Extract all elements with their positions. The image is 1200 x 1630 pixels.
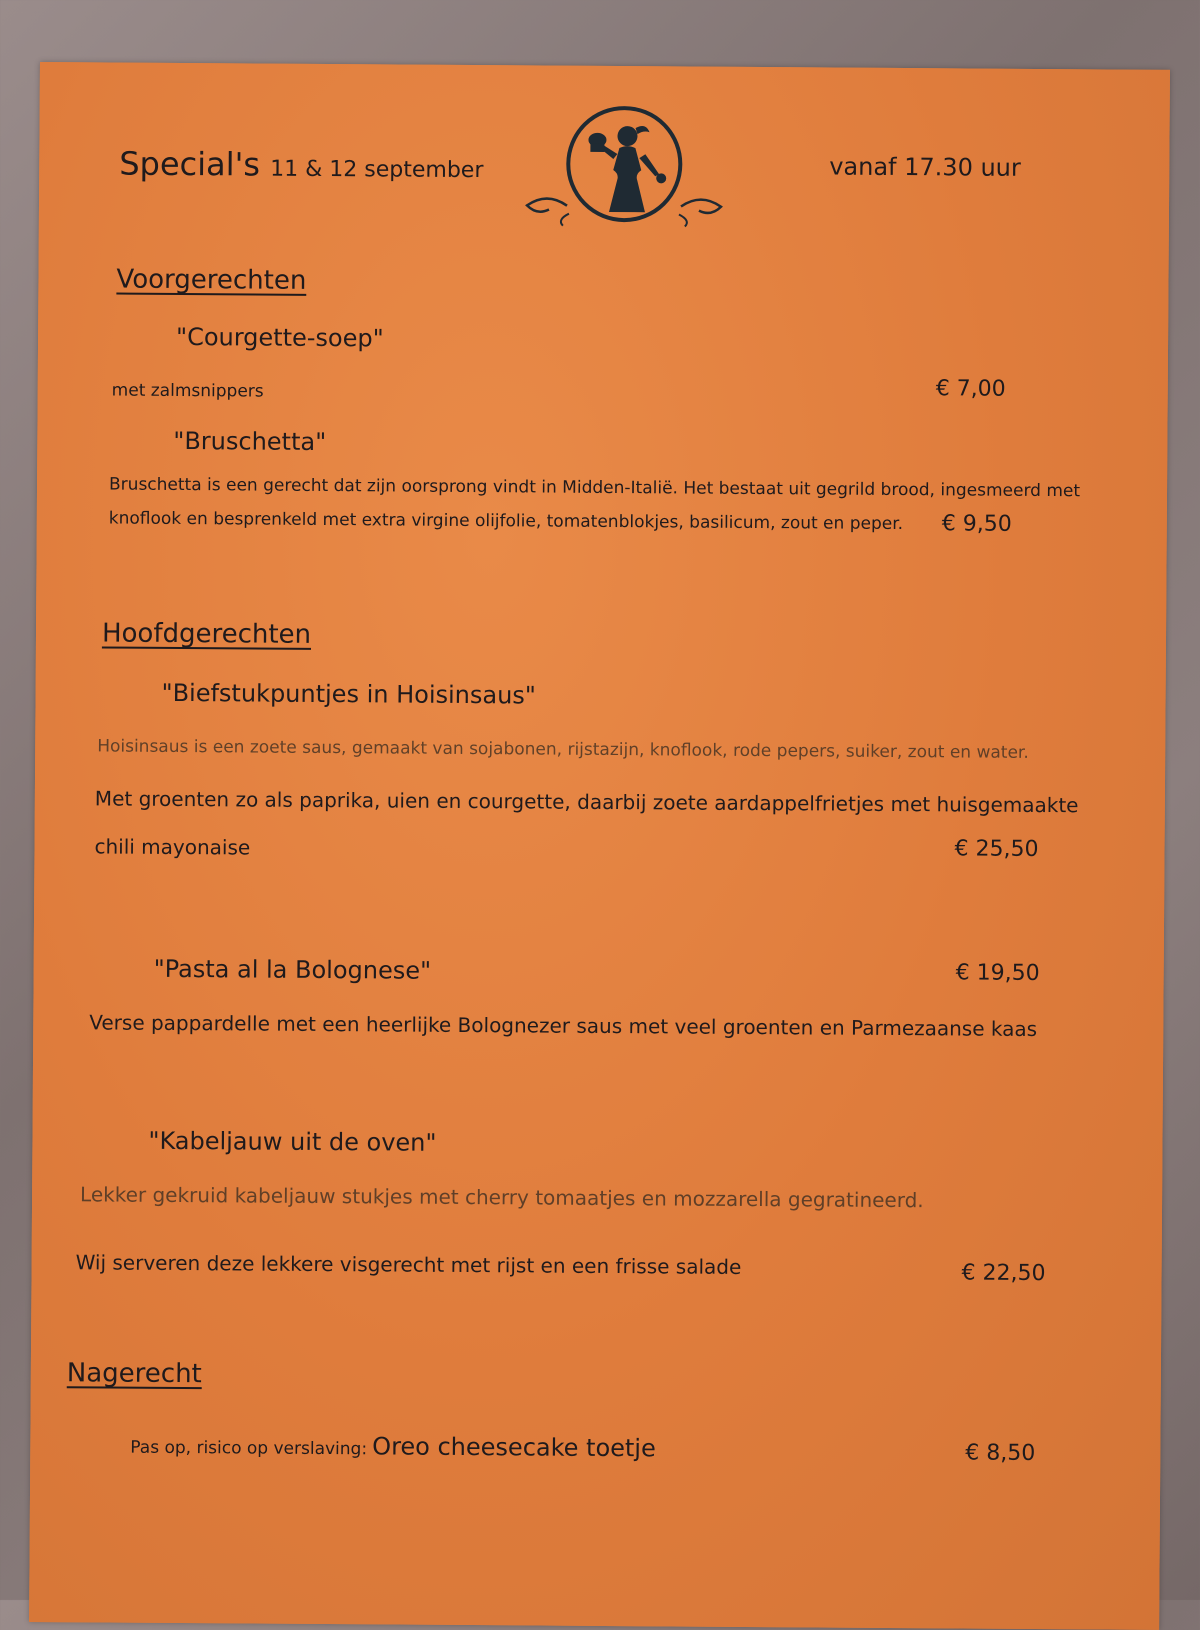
section-heading-voorgerechten: Voorgerechten bbox=[116, 264, 307, 296]
opening-hours: vanaf 17.30 uur bbox=[829, 152, 1021, 182]
dish-price: € 25,50 bbox=[954, 836, 1039, 862]
dessert-line bbox=[130, 1431, 656, 1463]
menu-title bbox=[119, 145, 483, 186]
dish-note: Hoisinsaus is een zoete saus, gemaakt van sojabonen, rijstazijn, knoflook, rode pepers, suiker, zout en water. bbox=[97, 736, 1029, 763]
dish-name-oreo-cheesecake: Oreo cheesecake toetje bbox=[372, 1432, 656, 1463]
dish-name-bruschetta: "Bruschetta" bbox=[173, 426, 327, 457]
dish-name-biefstukpuntjes: "Biefstukpuntjes in Hoisinsaus" bbox=[161, 678, 536, 710]
section-heading-nagerecht: Nagerecht bbox=[66, 1358, 202, 1390]
dish-description: Met groenten zo als paprika, uien en courgette, daarbij zoete aardappelfrietjes met huisgemaakte bbox=[94, 786, 1079, 818]
dish-price: € 19,50 bbox=[955, 960, 1040, 987]
title-text: Special's bbox=[119, 144, 261, 184]
dish-name-pasta-bolognese: "Pasta al la Bolognese" bbox=[153, 954, 432, 985]
title-dates: 11 & 12 september bbox=[270, 156, 484, 184]
dish-description: Bruschetta is een gerecht dat zijn oorsprong vindt in Midden-Italië. Het bestaat uit gegrild brood, ingesmeerd met bbox=[108, 474, 1081, 502]
dish-name-kabeljauw: "Kabeljauw uit de oven" bbox=[148, 1126, 437, 1157]
dish-price: € 22,50 bbox=[961, 1260, 1046, 1287]
dish-name-courgette-soep: "Courgette-soep" bbox=[175, 322, 384, 353]
section-heading-hoofdgerechten: Hoofdgerechten bbox=[101, 618, 312, 650]
dish-price: € 8,50 bbox=[965, 1440, 1036, 1466]
dish-description: Wij serveren deze lekkere visgerecht met rijst en een frisse salade bbox=[75, 1250, 742, 1279]
dish-description: knoflook en besprenkeld met extra virgine olijfolie, tomatenblokjes, basilicum, zout en peper. bbox=[108, 508, 904, 535]
dish-description: chili mayonaise bbox=[94, 834, 251, 860]
dessert-prefix: Pas op, risico op verslaving: bbox=[130, 1437, 368, 1460]
dish-description: met zalmsnippers bbox=[111, 380, 264, 402]
dish-price: € 7,00 bbox=[935, 376, 1006, 402]
dish-description: Verse pappardelle met een heerlijke Bolognezer saus met veel groenten en Parmezaanse kaas bbox=[89, 1010, 1038, 1041]
menu-sheet bbox=[29, 62, 1170, 1630]
dish-note: Lekker gekruid kabeljauw stukjes met cherry tomaatjes en mozzarella gegratineerd. bbox=[80, 1182, 924, 1213]
chef-woman-logo-icon bbox=[519, 105, 730, 236]
dish-price: € 9,50 bbox=[941, 511, 1012, 537]
